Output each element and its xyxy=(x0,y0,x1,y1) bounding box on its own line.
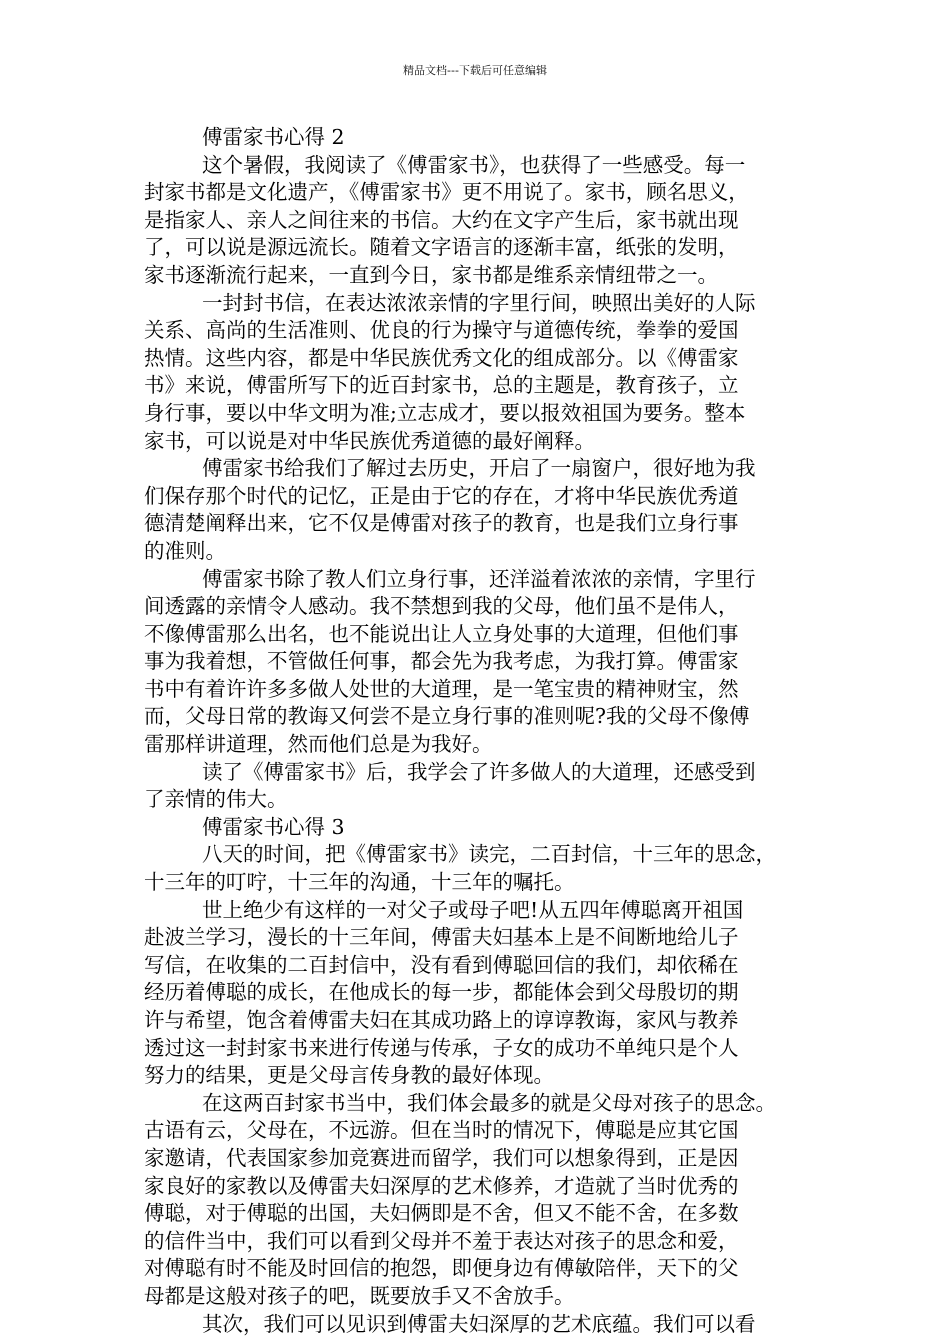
paragraph-line: 的准则。 xyxy=(144,538,226,563)
paragraph-line: 写信，在收集的二百封信中，没有看到傅聪回信的我们，却依稀在 xyxy=(144,952,739,977)
paragraph-line: 家良好的家教以及傅雷夫妇深厚的艺术修养，才造就了当时优秀的 xyxy=(144,1173,739,1198)
paragraph-line: 一封封书信，在表达浓浓亲情的字里行间，映照出美好的人际 xyxy=(202,290,756,315)
paragraph-line: 家邀请，代表国家参加竞赛进而留学，我们可以想象得到，正是因 xyxy=(144,1145,739,1170)
paragraph xyxy=(144,566,806,759)
paragraph-line: 傅雷家书给我们了解过去历史，开启了一扇窗户，很好地为我 xyxy=(202,456,756,481)
paragraph-line: 书中有着许许多多做人处世的大道理，是一笔宝贵的精神财宝，然 xyxy=(144,676,739,701)
paragraph-line: 在这两百封家书当中，我们体会最多的就是父母对孩子的思念。 xyxy=(202,1090,776,1115)
paragraph-line: 书》来说，傅雷所写下的近百封家书，总的主题是，教育孩子，立 xyxy=(144,373,739,398)
paragraph-line: 的信件当中，我们可以看到父母并不羞于表达对孩子的思念和爱， xyxy=(144,1228,739,1253)
paragraph-line: 德清楚阐释出来，它不仅是傅雷对孩子的教育，也是我们立身行事 xyxy=(144,511,739,536)
paragraph-line: 努力的结果，更是父母言传身教的最好体现。 xyxy=(144,1063,554,1088)
paragraph-line: 关系、高尚的生活准则、优良的行为操守与道德传统，拳拳的爱国 xyxy=(144,318,739,343)
paragraph-line: 事为我着想，不管做任何事，都会先为我考虑，为我打算。傅雷家 xyxy=(144,649,739,674)
paragraph-line: 们保存那个时代的记忆，正是由于它的存在，才将中华民族优秀道 xyxy=(144,483,739,508)
paragraph-line: 透过这一封封家书来进行传递与传承，子女的成功不单纯只是个人 xyxy=(144,1035,739,1060)
section-heading: 傅雷家书心得 3 xyxy=(202,814,345,839)
paragraph-line: 傅雷家书除了教人们立身行事，还洋溢着浓浓的亲情，字里行 xyxy=(202,566,756,591)
paragraph-line: 家书逐渐流行起来，一直到今日，家书都是维系亲情纽带之一。 xyxy=(144,262,718,287)
paragraph-line: 家书，可以说是对中华民族优秀道德的最好阐释。 xyxy=(144,428,595,453)
paragraph-line: 了亲情的伟大。 xyxy=(144,787,288,812)
paragraph-line: 对傅聪有时不能及时回信的抱怨，即便身边有傅敏陪伴，天下的父 xyxy=(144,1256,739,1281)
paragraph-line: 古语有云，父母在，不远游。但在当时的情况下，傅聪是应其它国 xyxy=(144,1118,739,1143)
paragraph-line: 读了《傅雷家书》后，我学会了许多做人的大道理，还感受到 xyxy=(202,759,756,784)
paragraph-line: 身行事，要以中华文明为准;立志成才，要以报效祖国为要务。整本 xyxy=(144,400,746,425)
paragraph xyxy=(144,152,806,290)
paragraph-line: 八天的时间，把《傅雷家书》读完，二百封信，十三年的思念， xyxy=(202,842,776,867)
paragraph-line: 雷那样讲道理，然而他们总是为我好。 xyxy=(144,732,493,757)
paragraph-line: 经历着傅聪的成长，在他成长的每一步，都能体会到父母殷切的期 xyxy=(144,980,739,1005)
page-header: 精品文档---下载后可任意编辑 xyxy=(403,64,547,77)
paragraph-line: 了，可以说是源远流长。随着文字语言的逐渐丰富，纸张的发明， xyxy=(144,235,739,260)
paragraph xyxy=(144,841,806,896)
paragraph-line: 十三年的叮咛，十三年的沟通，十三年的嘱托。 xyxy=(144,870,575,895)
paragraph-line: 热情。这些内容，都是中华民族优秀文化的组成部分。以《傅雷家 xyxy=(144,345,739,370)
paragraph-line: 其次，我们可以见识到傅雷夫妇深厚的艺术底蕴。我们可以看 xyxy=(202,1311,756,1336)
paragraph-line: 不像傅雷那么出名，也不能说出让人立身处事的大道理，但他们事 xyxy=(144,621,739,646)
paragraph xyxy=(144,290,806,456)
paragraph xyxy=(144,455,806,565)
paragraph-line: 赴波兰学习，漫长的十三年间，傅雷夫妇基本上是不间断地给儿子 xyxy=(144,925,739,950)
paragraph-line: 而，父母日常的教诲又何尝不是立身行事的准则呢?我的父母不像傅 xyxy=(144,704,750,729)
paragraph-line: 世上绝少有这样的一对父子或母子吧!从五四年傅聪离开祖国 xyxy=(202,897,744,922)
paragraph xyxy=(144,897,806,1090)
paragraph-line: 封家书都是文化遗产，《傅雷家书》更不用说了。家书，顾名思义， xyxy=(144,180,749,205)
paragraph-line: 是指家人、亲人之间往来的书信。大约在文字产生后，家书就出现 xyxy=(144,207,739,232)
section-heading: 傅雷家书心得 2 xyxy=(202,125,345,149)
paragraph xyxy=(144,759,806,814)
paragraph-line: 许与希望，饱含着傅雷夫妇在其成功路上的谆谆教诲，家风与教养 xyxy=(144,1008,739,1032)
paragraph-line: 傅聪，对于傅聪的出国，夫妇俩即是不舍，但又不能不舍，在多数 xyxy=(144,1201,739,1226)
paragraph xyxy=(144,1311,806,1339)
paragraph-line: 这个暑假，我阅读了《傅雷家书》，也获得了一些感受。每一 xyxy=(202,152,746,177)
paragraph-line: 间透露的亲情令人感动。我不禁想到我的父母，他们虽不是伟人， xyxy=(144,594,739,619)
paragraph xyxy=(144,1090,806,1311)
document-body xyxy=(144,124,806,1338)
paragraph-line: 母都是这般对孩子的吧，既要放手又不舍放手。 xyxy=(144,1283,575,1308)
